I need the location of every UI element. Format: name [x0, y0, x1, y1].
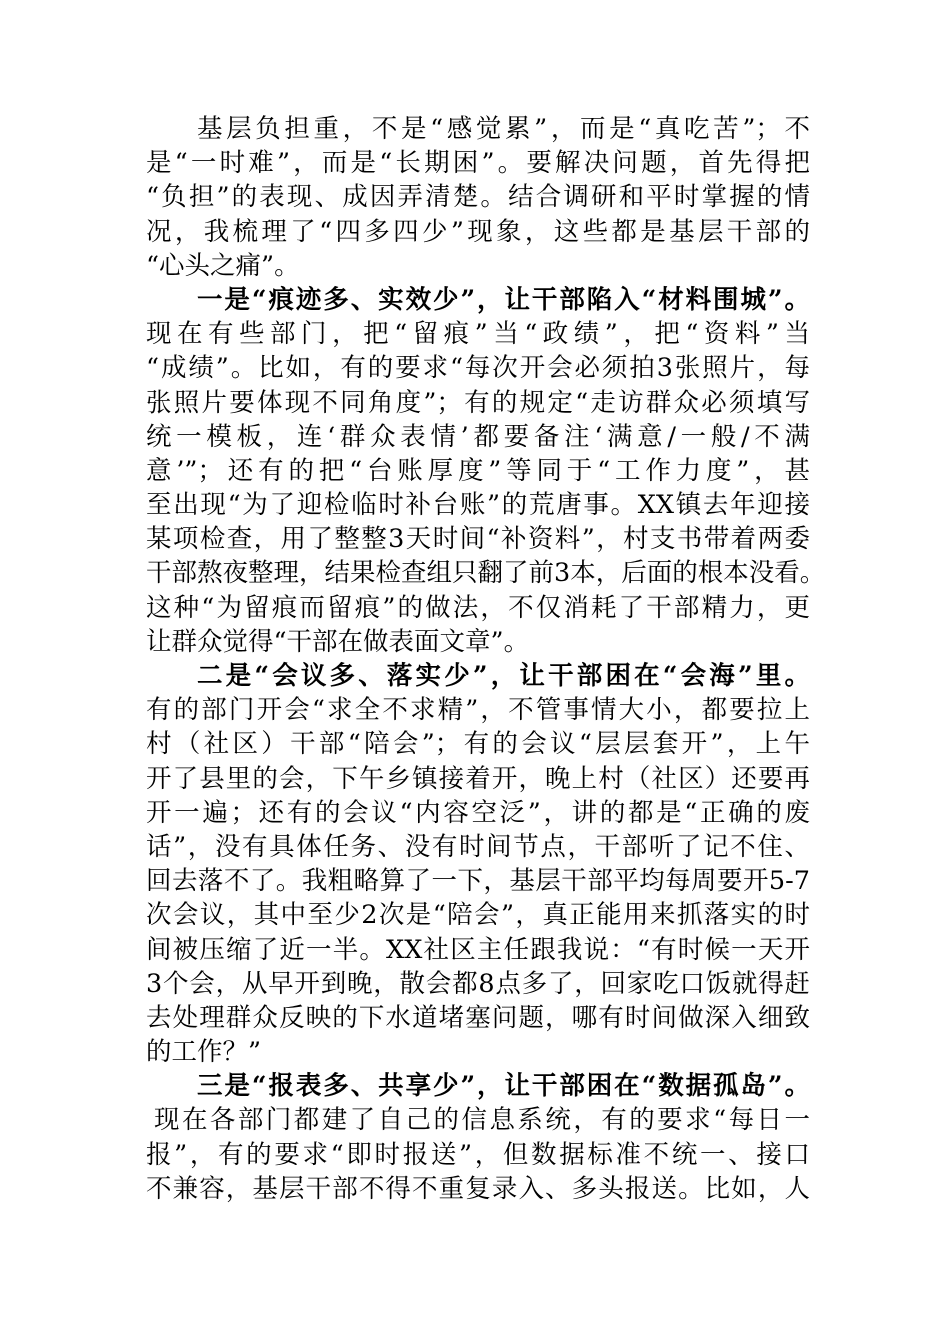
text-line: 现在有些部门，把“留痕”当“政绩”，把“资料”当: [146, 319, 810, 350]
text-line: 去处理群众反映的下水道堵塞问题，哪有时间做深入细致: [146, 1002, 810, 1033]
text-line: “成绩”。比如，有的要求“每次开会必须拍3张照片，每: [146, 353, 810, 384]
section-heading-line: 三是“报表多、共享少”，让干部困在“数据孤岛”。: [197, 1071, 810, 1102]
text-line: 基层负担重，不是“感觉累”，而是“真吃苦”；不: [197, 114, 810, 144]
text-line: 开了县里的会，下午乡镇接着开，晚上村（社区）还要再: [146, 763, 810, 794]
text-line: 统一模板，连‘群众表情’都要备注‘满意/一般/不满: [146, 421, 810, 452]
text-line: 况，我梳理了“四多四少”现象，这些都是基层干部的: [146, 216, 810, 247]
text-line: 现在各部门都建了自己的信息系统，有的要求“每日一: [154, 1105, 810, 1136]
text-line: 间被压缩了近一半。XX社区主任跟我说：“有时候一天开: [146, 934, 810, 965]
text-line: 意’”；还有的把“台账厚度”等同于“工作力度”，甚: [146, 455, 810, 486]
text-line: “负担”的表现、成因弄清楚。结合调研和平时掌握的情: [146, 182, 810, 213]
paragraph-intro: [146, 112, 810, 283]
text-line: 干部熬夜整理，结果检查组只翻了前3本，后面的根本没看。: [146, 558, 826, 589]
text-line: 3个会，从早开到晚，散会都8点多了，回家吃口饭就得赶: [146, 968, 810, 999]
text-line: 不兼容，基层干部不得不重复录入、多头报送。比如，人: [146, 1173, 810, 1204]
paragraph-point-2: [146, 659, 810, 1069]
text-line: 话”，没有具体任务、没有时间节点，干部听了记不住、: [146, 831, 810, 862]
text-line: 有的部门开会“求全不求精”，不管事情大小，都要拉上: [146, 695, 810, 726]
text-line: 开一遍；还有的会议“内容空泛”，讲的都是“正确的废: [146, 797, 810, 828]
text-line: 是“一时难”，而是“长期困”。要解决问题，首先得把: [146, 148, 810, 179]
text-line: 次会议，其中至少2次是“陪会”，真正能用来抓落实的时: [146, 900, 810, 931]
text-line: 回去落不了。我粗略算了一下，基层干部平均每周要开5-7: [146, 866, 810, 897]
text-line: 张照片要体现不同角度”；有的规定“走访群众必须填写: [146, 387, 810, 418]
text-line: 这种“为留痕而留痕”的做法，不仅消耗了干部精力，更: [146, 592, 810, 623]
paragraph-point-1: [146, 283, 826, 659]
text-line: 的工作？”: [146, 1037, 262, 1068]
text-line: 让群众觉得“干部在做表面文章”。: [146, 626, 530, 657]
text-line: 某项检查，用了整整3天时间“补资料”，村支书带着两委: [146, 524, 810, 555]
text-line: “心头之痛”。: [146, 250, 300, 281]
text-line: 至出现“为了迎检临时补台账”的荒唐事。XX镇去年迎接: [146, 490, 810, 521]
section-heading-line: 二是“会议多、落实少”，让干部困在“会海”里。: [197, 661, 810, 691]
paragraph-point-3: [146, 1069, 810, 1206]
text-line: 报”，有的要求“即时报送”，但数据标准不统一、接口: [146, 1139, 810, 1170]
section-heading-line: 一是“痕迹多、实效少”，让干部陷入“材料围城”。: [197, 284, 810, 315]
text-line: 村（社区）干部“陪会”；有的会议“层层套开”，上午: [146, 729, 810, 760]
document-page: [146, 112, 826, 1206]
